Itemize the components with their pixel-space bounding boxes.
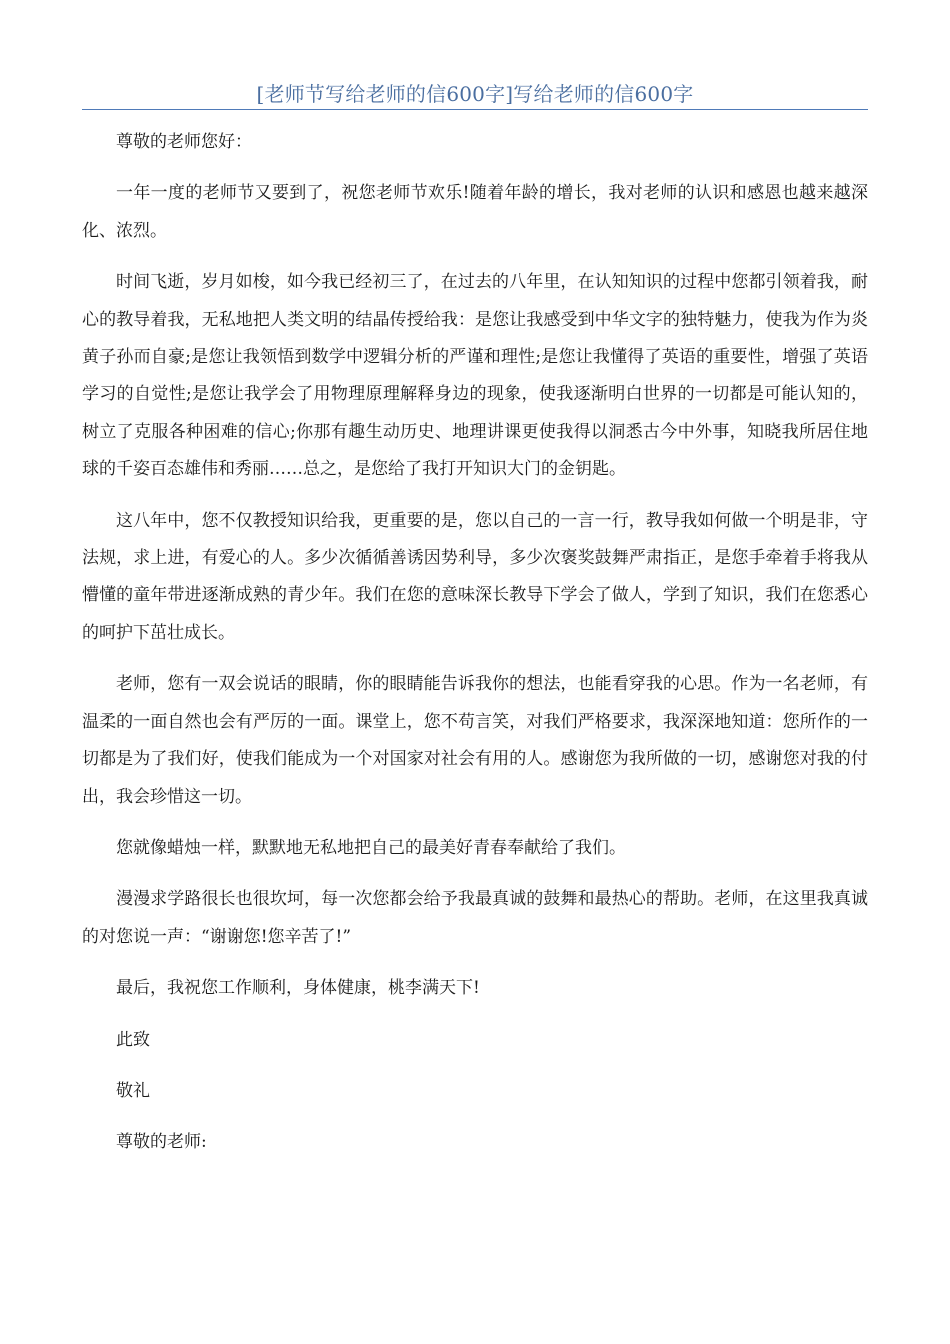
document-title: [老师节写给老师的信600字]写给老师的信600字 xyxy=(256,82,694,106)
closing-jingli: 敬礼 xyxy=(116,1080,150,1101)
title-underline xyxy=(82,109,868,110)
salutation: 尊敬的老师您好： xyxy=(116,132,252,152)
paragraph-3: 这八年中，您不仅教授知识给我，更重要的是，您以自己的一言一行，教导我如何做一个明是非，守法规，求上进，有爱心的人。多少次循循善诱因势利导，多少次褒奖鼓舞严肃指正，是您手牵着手将我从懵懂的童年带进逐渐成熟的青少年。我们在您的意味深长教导下学会了做人，学到了知识，我们在您悉心的呵护下茁壮成长。 xyxy=(82,510,868,643)
paragraph-1: 一年一度的老师节又要到了，祝您老师节欢乐!随着年龄的增长，我对老师的认识和感恩也越来越深化、浓烈。 xyxy=(82,183,868,241)
paragraph-5: 您就像蜡烛一样，默默地无私地把自己的最美好青春奉献给了我们。 xyxy=(116,837,626,858)
letter-body xyxy=(82,124,868,1176)
paragraph-6: 漫漫求学路很长也很坎坷，每一次您都会给予我最真诚的鼓舞和最热心的帮助。老师，在这里我真诚的对您说一声：“谢谢您!您辛苦了!” xyxy=(82,889,868,947)
paragraph-2: 时间飞逝，岁月如梭，如今我已经初三了，在过去的八年里，在认知知识的过程中您都引领着我，耐心的教导着我，无私地把人类文明的结晶传授给我：是您让我感受到中华文字的独特魅力，使我为作为炎黄子孙而自豪;是您让我领悟到数学中逻辑分析的严谨和理性;是您让我懂得了英语的重要性，增强了英语学习的自觉性;是您让我学会了用物理原理解释身边的现象，使我逐渐明白世界的一切都是可能认知的，树立了克服各种困难的信心;你那有趣生动历史、地理讲课更使我得以洞悉古今中外事，知晓我所居住地球的千姿百态雄伟和秀丽……总之，是您给了我打开知识大门的金钥匙。 xyxy=(82,272,868,480)
closing-cizhi: 此致 xyxy=(116,1029,150,1050)
paragraph-4: 老师，您有一双会说话的眼睛，你的眼睛能告诉我你的想法，也能看穿我的心思。作为一名老师，有温柔的一面自然也会有严厉的一面。课堂上，您不苟言笑，对我们严格要求，我深深地知道：您所作的一切都是为了我们好，使我们能成为一个对国家对社会有用的人。感谢您为我所做的一切，感谢您对我的付出，我会珍惜这一切。 xyxy=(82,674,868,807)
second-salutation: 尊敬的老师: xyxy=(116,1132,207,1153)
closing-wish: 最后，我祝您工作顺利，身体健康，桃李满天下! xyxy=(116,978,480,999)
